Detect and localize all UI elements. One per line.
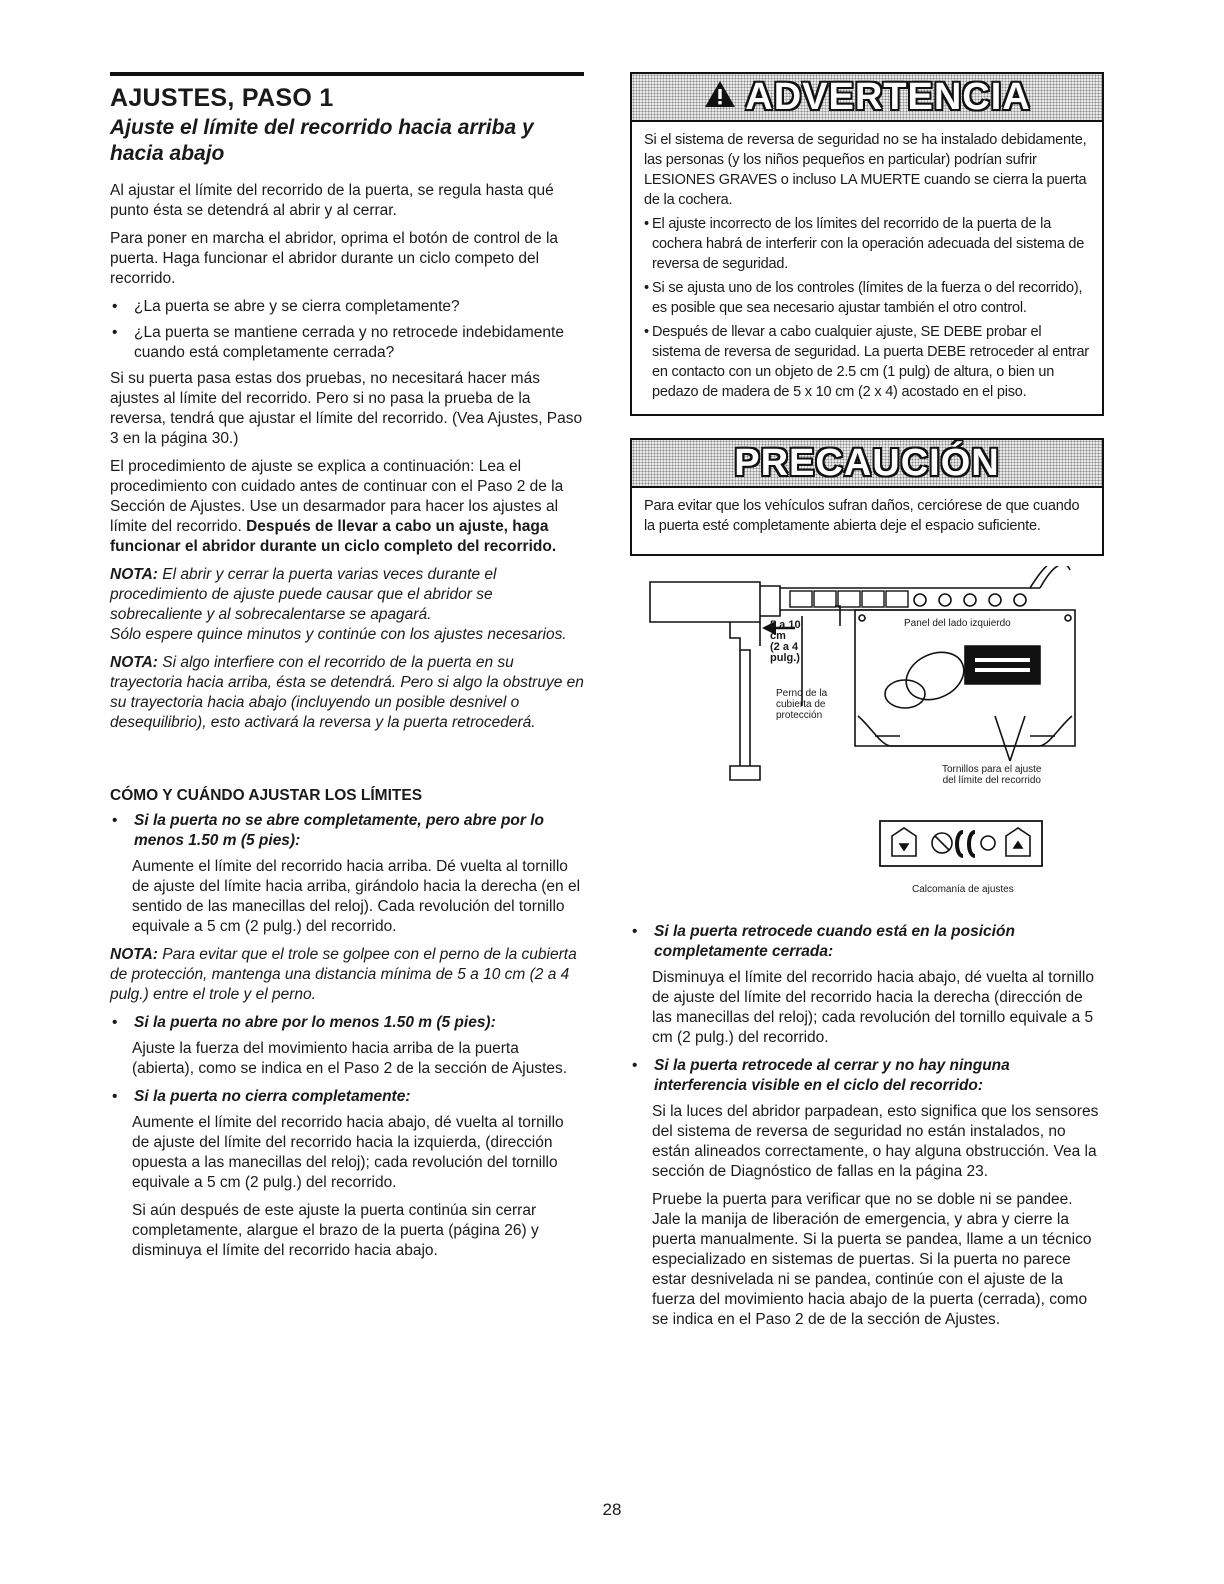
decal-icons <box>892 828 1030 856</box>
section-heading: AJUSTES, PASO 1 <box>110 84 334 112</box>
case-heading: • Si la puerta no cierra completamente: <box>112 1088 411 1105</box>
warning-triangle-icon <box>703 76 737 119</box>
warning-body <box>632 122 1102 414</box>
subsection-heading: CÓMO Y CUÁNDO AJUSTAR LOS LÍMITES <box>110 787 423 804</box>
case-text: Pruebe la puerta para verificar que no se doble ni se pandee. Jale la manija de liberación de emergencia, y abra y cierre la puerta manualmente. Si la puerta se pandea, llame a un técnico especializado en sistemas de puertas. Si la puerta no parece estar desnivelada ni se pandea, continúe con el ajuste de la fuerza del movimiento hacia abajo de la puerta (cerrada), como se indica en el Paso 2 de de la sección de Ajustes. <box>652 1191 1092 1328</box>
warning-header <box>632 74 1102 122</box>
paragraph-intro: Al ajustar el límite del recorrido de la puerta, se regula hasta qué punto ésta se detendrá al abrir y al cerrar. <box>110 182 554 219</box>
case-heading: • Si la puerta retrocede cuando está en la posición completamente cerrada: <box>632 923 1015 960</box>
note-overheat: NOTA: El abrir y cerrar la puerta varias veces durante el procedimiento de ajuste puede causar que el abridor se sobrecaliente y al sobrecalentarse se apagará. <box>110 566 497 623</box>
paragraph-tests: Si su puerta pasa estas dos pruebas, no necesitará hacer más ajustes al límite del recorrido. Pero si no pasa la prueba de la reversa, tendrá que ajustar el límite del recorrido. (Vea Ajustes, Paso 3 en la página 30.) <box>110 370 583 447</box>
door-up-icon <box>1006 828 1030 856</box>
opener-diagram <box>630 566 1104 906</box>
caution-text: Para evitar que los vehículos sufran daños, cerciórese de que cuando la puerta esté completamente abierta deje el espacio suficiente. <box>644 498 1080 534</box>
bolt-label: Perno de la cubierta de protección <box>776 688 828 721</box>
warning-title: ADVERTENCIA <box>745 75 1031 118</box>
caution-box <box>630 438 1104 556</box>
note-trolley: NOTA: Para evitar que el trole se golpee con el perno de la cubierta de protección, mantenga una distancia mínima de 5 a 10 cm (2 a 4 pulg.) entre el trole y el perno. <box>110 946 577 1003</box>
screws-label: Tornillos para el ajuste del límite del recorrido <box>942 764 1042 786</box>
screw-adjust-icon <box>932 832 995 856</box>
case-heading: • Si la puerta no abre por lo menos 1.50 m (5 pies): <box>112 1014 496 1031</box>
heading-rule <box>110 72 584 76</box>
section-subheading: Ajuste el límite del recorrido hacia arriba y hacia abajo <box>110 116 534 165</box>
left-column <box>110 72 584 1269</box>
bullet-item: • ¿La puerta se mantiene cerrada y no retrocede indebidamente cuando está completamente cerrada? <box>112 324 564 361</box>
warning-text: Si el sistema de reversa de seguridad no se ha instalado debidamente, las personas (y los niños pequeños en particular) podrían sufrir LESIONES GRAVES o incluso LA MUERTE cuando se cierra la puerta de la cochera. <box>644 132 1087 208</box>
decal-label: Calcomanía de ajustes <box>912 884 1014 895</box>
case-text: Disminuya el límite del recorrido hacia abajo, dé vuelta al tornillo de ajuste del límite del recorrido hacia la derecha (dirección de las manecillas del reloj); cada revolución del tornillo equivale a 5 cm (2 pulg.) del recorrido. <box>652 969 1094 1046</box>
right-column <box>630 72 1104 1338</box>
paragraph-start: Para poner en marcha el abridor, oprima el botón de control de la puerta. Haga funcionar el abridor durante un ciclo competo del recorrido. <box>110 230 559 287</box>
case-text: Ajuste la fuerza del movimiento hacia arriba de la puerta (abierta), como se indica en el Paso 2 de la sección de Ajustes. <box>132 1040 568 1077</box>
caution-title: PRECAUCIÓN <box>734 441 1000 484</box>
case-text: Aumente el límite del recorrido hacia arriba. Dé vuelta al tornillo de ajuste del límite hacia arriba, girándolo hacia la derecha (en el sentido de las manecillas del reloj). Cada revolución del tornillo equivale a 5 cm (2 pulg.) del recorrido. <box>132 858 581 935</box>
case-text: Si aún después de este ajuste la puerta continúa sin cerrar completamente, alargue el brazo de la puerta (página 26) y disminuya el límite del recorrido hacia abajo. <box>132 1202 539 1259</box>
page-number: 28 <box>602 1500 622 1519</box>
bullet-item: • ¿La puerta se abre y se cierra completamente? <box>112 298 460 315</box>
case-heading: • Si la puerta retrocede al cerrar y no hay ninguna interferencia visible en el ciclo del recorrido: <box>632 1057 1010 1094</box>
door-down-icon <box>892 828 916 856</box>
distance-label: 5 a 10 cm (2 a 4 pulg.) <box>770 619 801 664</box>
warning-bullet: • El ajuste incorrecto de los límites del recorrido de la puerta de la cochera habrá de interferir con la operación adecuada del sistema de reversa de seguridad. <box>644 216 1085 272</box>
opener-illustration <box>630 566 1104 906</box>
note-overheat-wait: Sólo espere quince minutos y continúe con los ajustes necesarios. <box>110 626 567 643</box>
paragraph-procedure: El procedimiento de ajuste se explica a continuación: Lea el procedimiento con cuidado antes de continuar con el Paso 2 de la Sección de Ajustes. Use un desarmador para hacer los ajustes al límite del recorrido. Después de llevar a cabo un ajuste, haga funcionar el abridor durante un ciclo completo del recorrido. <box>110 458 564 555</box>
case-text: Aumente el límite del recorrido hacia abajo, dé vuelta al tornillo de ajuste del límite del recorrido hacia la izquierda, (dirección opuesta a las manecillas del reloj); cada revolución del tornillo equivale a 5 cm (2 pulg.) del recorrido. <box>132 1114 564 1191</box>
caution-header <box>632 440 1102 488</box>
case-text: Si la luces del abridor parpadean, esto significa que los sensores del sistema de reversa de seguridad no están instalados, no están alineados correctamente, o hay alguna obstrucción. Vea la sección de Diagnóstico de fallas en la página 23. <box>652 1103 1099 1180</box>
warning-bullet: • Después de llevar a cabo cualquier ajuste, SE DEBE probar el sistema de reversa de seguridad. La puerta DEBE retroceder al entrar en contacto con un objeto de 2.5 cm (1 pulg) de altura, o bien un pedazo de madera de 5 x 10 cm (2 x 4) acostado en el piso. <box>644 324 1089 400</box>
warning-box <box>630 72 1104 416</box>
case-heading: • Si la puerta no se abre completamente, pero abre por lo menos 1.50 m (5 pies): <box>112 812 545 849</box>
warning-bullet: • Si se ajusta uno de los controles (límites de la fuerza o del recorrido), es posible que sea necesario ajustar también el otro control. <box>644 280 1083 316</box>
caution-body <box>632 488 1102 554</box>
panel-label: Panel del lado izquierdo <box>904 618 1011 629</box>
note-obstruction: NOTA: Si algo interfiere con el recorrido de la puerta en su trayectoria hacia arriba, ésta se detendrá. Pero si algo la obstruye en su trayectoria hacia abajo (incluyendo un posible desnivel o desequilibrio), esto activará la reversa y la puerta retrocederá. <box>110 654 584 731</box>
